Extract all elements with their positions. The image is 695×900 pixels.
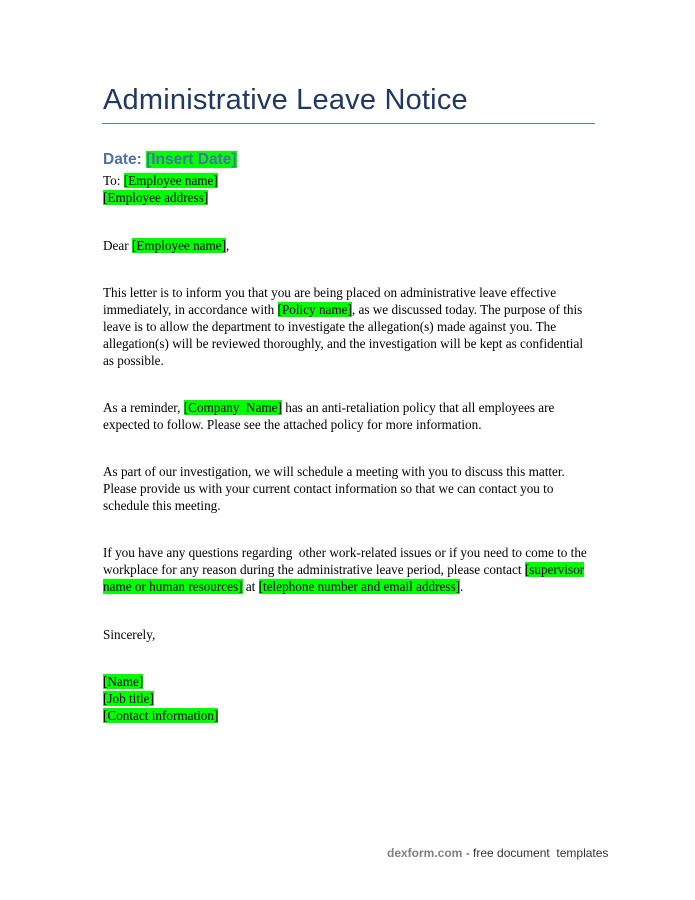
signature-contact-placeholder: [Contact information] [103, 708, 219, 723]
signature-contact-line [103, 707, 218, 724]
signature-job-title-placeholder: [Job title] [103, 691, 154, 706]
to-label: To: [103, 173, 121, 188]
greeting-name-placeholder: [Employee name] [131, 238, 227, 253]
signature-title-line [103, 690, 154, 707]
signature-name-placeholder: [Name] [103, 674, 144, 689]
employee-name-placeholder: [Employee name] [123, 173, 218, 188]
paragraph2-text: As a reminder, [103, 400, 181, 415]
recipient-to-line [103, 172, 218, 189]
footer-tagline: - free document templates [462, 846, 609, 860]
paragraph2-text: has an anti-retaliation policy that all employees are [285, 400, 555, 415]
date-line [103, 150, 237, 170]
paragraph1-line: leave is to allow the department to investigate the allegation(s) made against you. The [103, 319, 557, 334]
footer [387, 845, 608, 861]
signature-name-line [103, 673, 143, 690]
greeting-line [103, 237, 229, 254]
employee-address-placeholder: [Employee address] [103, 190, 209, 205]
paragraph1-text: immediately, in accordance with [103, 302, 275, 317]
paragraph4-line: If you have any questions regarding other work-related issues or if you need to come to the [103, 545, 587, 560]
paragraph1-line [103, 301, 582, 318]
contact-details-placeholder: [telephone number and email address] [258, 579, 461, 594]
supervisor-placeholder: [supervisor [524, 562, 585, 577]
recipient-address-line [103, 189, 208, 206]
paragraph2-line: expected to follow. Please see the attached policy for more information. [103, 417, 482, 432]
paragraph3-line: As part of our investigation, we will schedule a meeting with you to discuss this matter. [103, 464, 565, 479]
greeting-suffix: , [226, 238, 230, 253]
closing-line: Sincerely, [103, 627, 156, 642]
paragraph3-line: Please provide us with your current contact information so that we can contact you to [103, 481, 554, 496]
paragraph1-line: as possible. [103, 353, 164, 368]
paragraph4-line [103, 578, 463, 595]
paragraph4-text: workplace for any reason during the administrative leave period, please contact [103, 562, 522, 577]
paragraph3-line: schedule this meeting. [103, 498, 221, 513]
supervisor-placeholder: name or human resources] [103, 579, 243, 594]
title-divider [102, 123, 595, 124]
page-title: Administrative Leave Notice [103, 84, 468, 116]
paragraph4-line [103, 561, 584, 578]
greeting-prefix: Dear [103, 238, 129, 253]
paragraph2-line [103, 399, 554, 416]
policy-name-placeholder: [Policy name] [277, 302, 352, 317]
paragraph1-line: This letter is to inform you that you are being placed on administrative leave effective [103, 285, 557, 300]
date-label: Date: [103, 151, 142, 168]
company-name-placeholder: [Company Name] [183, 400, 282, 415]
date-placeholder: [Insert Date] [146, 151, 237, 168]
footer-brand-link[interactable]: dexform.com [387, 846, 463, 860]
paragraph4-text: . [460, 579, 464, 594]
paragraph1-line: allegation(s) will be reviewed thoroughly, and the investigation will be kept as confidential [103, 336, 583, 351]
paragraph4-text: at [245, 579, 256, 594]
paragraph1-text: , as we discussed today. The purpose of this [351, 302, 583, 317]
